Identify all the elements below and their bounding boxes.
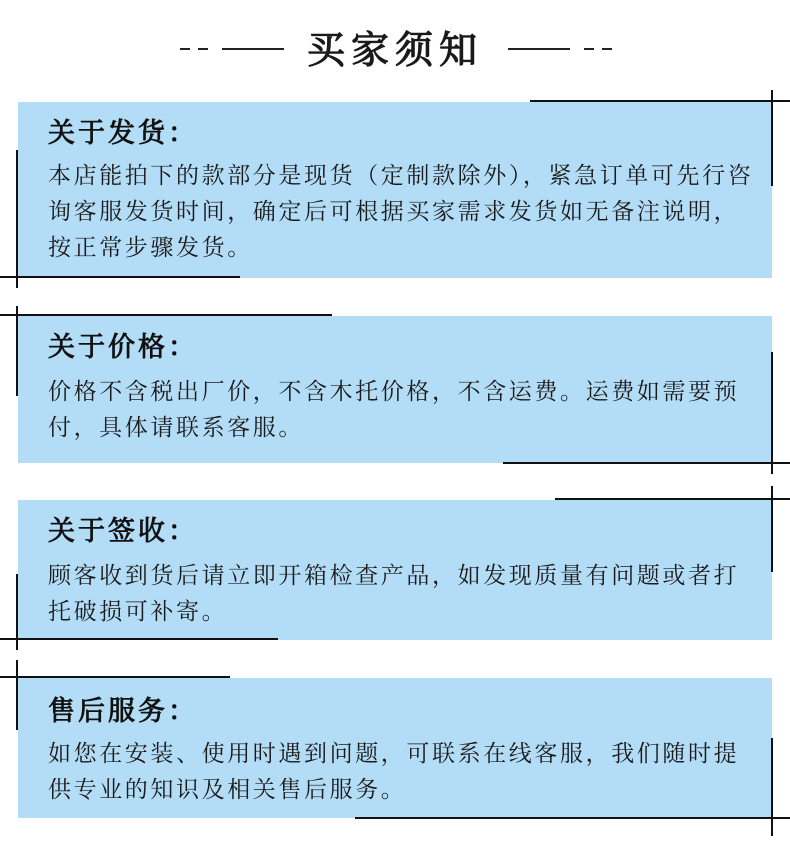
decor-line <box>771 486 773 572</box>
section-body: 本店能拍下的款部分是现货（定制款除外），紧急订单可先行咨询客服发货时间，确定后可根据买家需求发货如无备注说明，按正常步骤发货。 <box>48 163 754 261</box>
shipping-section <box>18 102 772 278</box>
section-body: 顾客收到货后请立即开箱检查产品，如发现质量有问题或者打托破损可补寄。 <box>48 563 740 625</box>
decor-line <box>771 352 773 474</box>
decor-line <box>503 462 790 464</box>
decor-line <box>530 100 790 102</box>
section-title: 关于发货： <box>48 118 198 149</box>
receipt-section <box>18 500 772 640</box>
after-sales-section <box>18 678 772 818</box>
page-title: 买家须知 <box>306 28 483 72</box>
decor-line <box>0 276 240 278</box>
header-right-dash <box>584 48 594 50</box>
decor-line <box>771 738 773 836</box>
price-section <box>18 316 772 463</box>
decor-line <box>555 498 790 500</box>
decor-line <box>771 90 773 186</box>
section-title: 关于价格： <box>48 332 198 363</box>
decor-line <box>16 150 18 288</box>
decor-line <box>16 660 18 730</box>
decor-line <box>355 817 790 819</box>
decor-line <box>0 314 332 316</box>
decor-line <box>0 638 278 640</box>
decor-line <box>16 306 18 396</box>
section-body: 价格不含税出厂价，不含木托价格，不含运费。运费如需要预付，具体请联系客服。 <box>48 379 740 441</box>
header <box>0 0 790 100</box>
section-title: 关于签收： <box>48 516 198 547</box>
decor-line <box>16 574 18 650</box>
header-right-line <box>508 48 570 50</box>
decor-line <box>0 676 230 678</box>
section-body: 如您在安装、使用时遇到问题，可联系在线客服，我们随时提供专业的知识及相关售后服务。 <box>48 741 740 803</box>
header-right-dash <box>602 48 612 50</box>
section-title: 售后服务： <box>48 696 198 727</box>
